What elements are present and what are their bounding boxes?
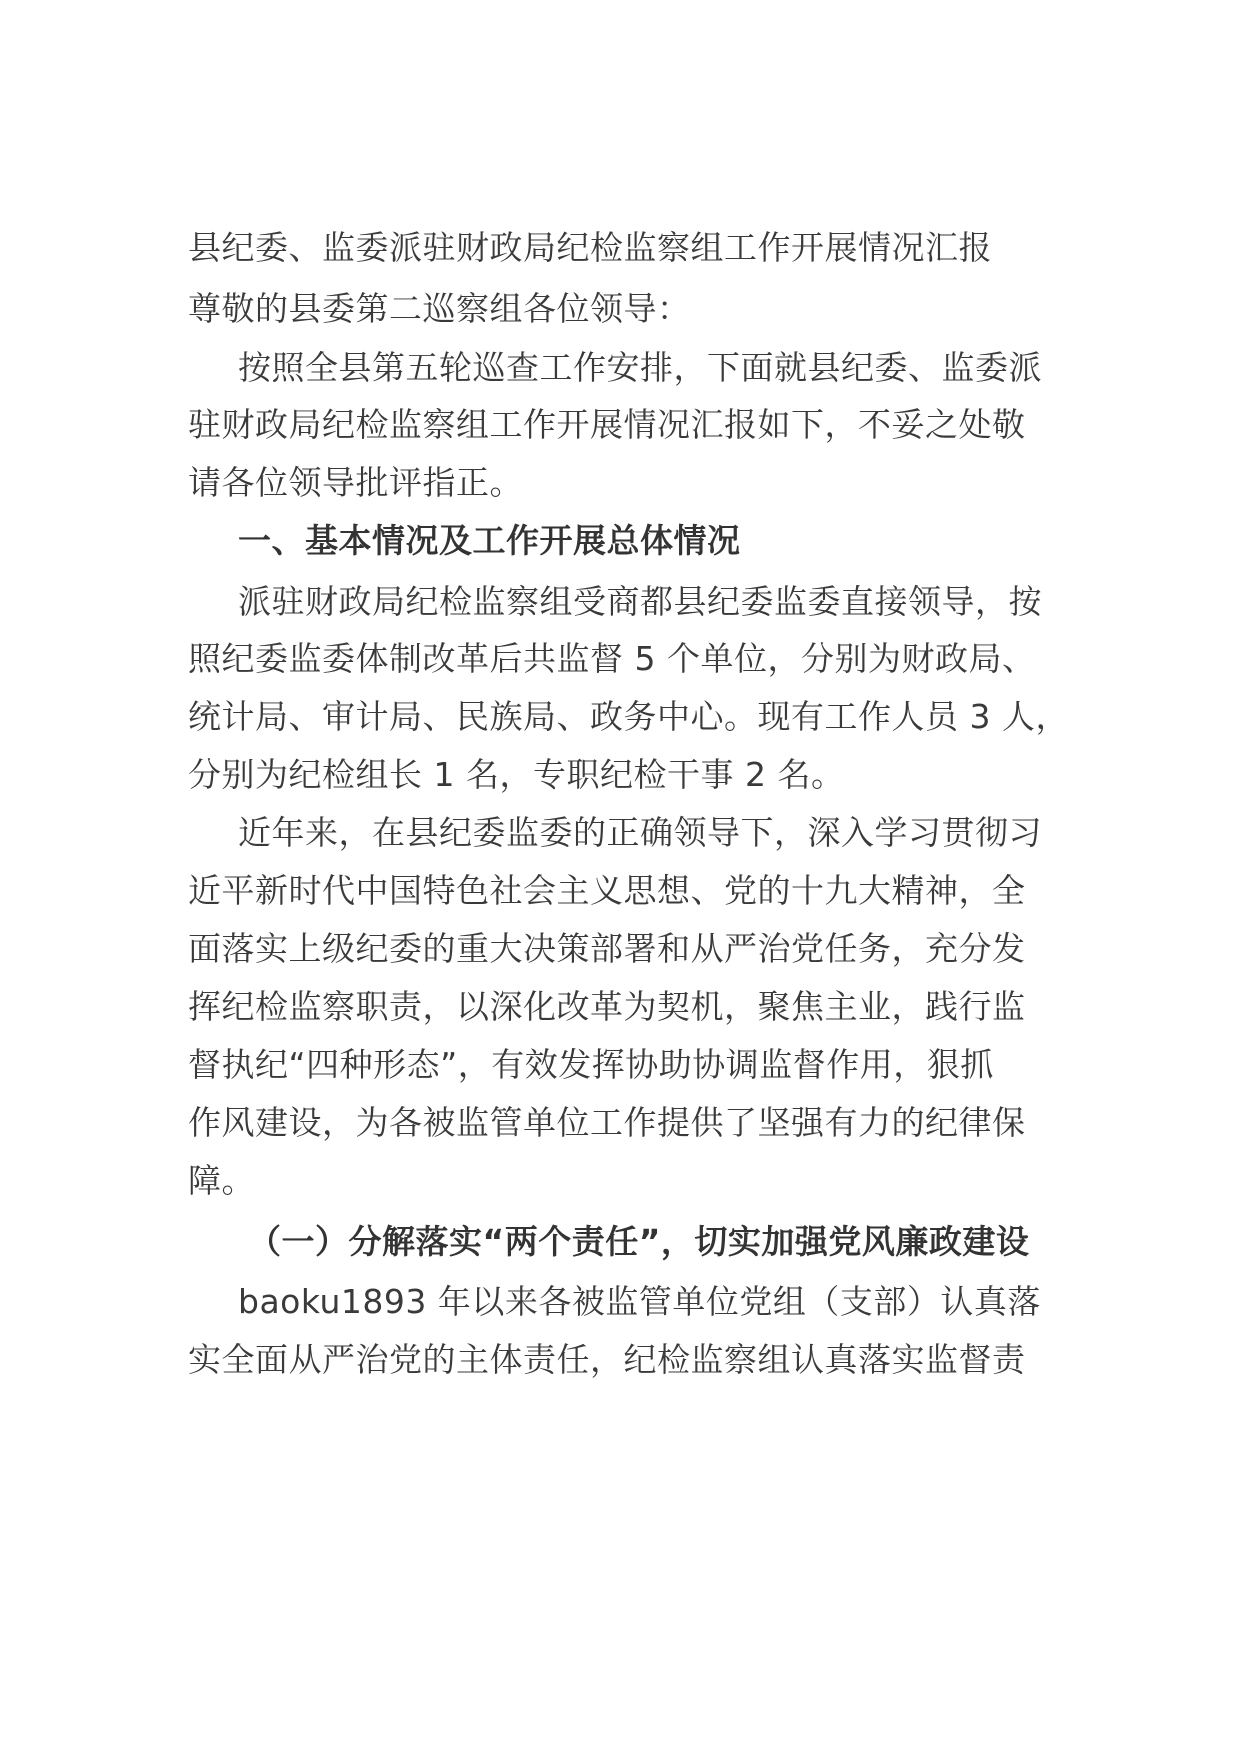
paragraph-line: 实全面从严治党的主体责任，纪检监察组认真落实监督责 bbox=[188, 1340, 1026, 1379]
section-heading: 一、基本情况及工作开展总体情况 bbox=[238, 521, 741, 560]
salutation: 尊敬的县委第二巡察组各位领导： bbox=[188, 289, 691, 328]
paragraph-line: 近平新时代中国特色社会主义思想、党的十九大精神，全 bbox=[188, 871, 1026, 910]
paragraph-line: 障。 bbox=[188, 1161, 255, 1200]
paragraph-line: 请各位领导批评指正。 bbox=[188, 463, 523, 502]
paragraph-line: 面落实上级纪委的重大决策部署和从严治党任务，充分发 bbox=[188, 929, 1026, 968]
paragraph-line: 近年来，在县纪委监委的正确领导下，深入学习贯彻习 bbox=[238, 813, 1042, 852]
paragraph-line: 挥纪检监察职责，以深化改革为契机，聚焦主业，践行监 bbox=[188, 987, 1026, 1026]
paragraph-line: 按照全县第五轮巡查工作安排，下面就县纪委、监委派 bbox=[238, 348, 1042, 387]
paragraph-line: 督执纪“四种形态”，有效发挥协助协调监督作用，狠抓 bbox=[188, 1045, 994, 1084]
paragraph-line: 派驻财政局纪检监察组受商都县纪委监委直接领导，按 bbox=[238, 582, 1042, 621]
paragraph-line: 驻财政局纪检监察组工作开展情况汇报如下，不妥之处敬 bbox=[188, 405, 1026, 444]
paragraph-line: 分别为纪检组长 1 名，专职纪检干事 2 名。 bbox=[188, 755, 845, 794]
paragraph-line: 作风建设，为各被监管单位工作提供了坚强有力的纪律保 bbox=[188, 1103, 1026, 1142]
paragraph-line: baoku1893 年以来各被监管单位党组（支部）认真落 bbox=[238, 1282, 1041, 1321]
paragraph-line: 统计局、审计局、民族局、政务中心。现有工作人员 3 人， bbox=[188, 697, 1069, 736]
subsection-heading: （一）分解落实“两个责任”，切实加强党风廉政建设 bbox=[248, 1222, 1030, 1261]
paragraph-line: 照纪委监委体制改革后共监督 5 个单位，分别为财政局、 bbox=[188, 639, 1036, 678]
document-title: 县纪委、监委派驻财政局纪检监察组工作开展情况汇报 bbox=[188, 228, 992, 267]
